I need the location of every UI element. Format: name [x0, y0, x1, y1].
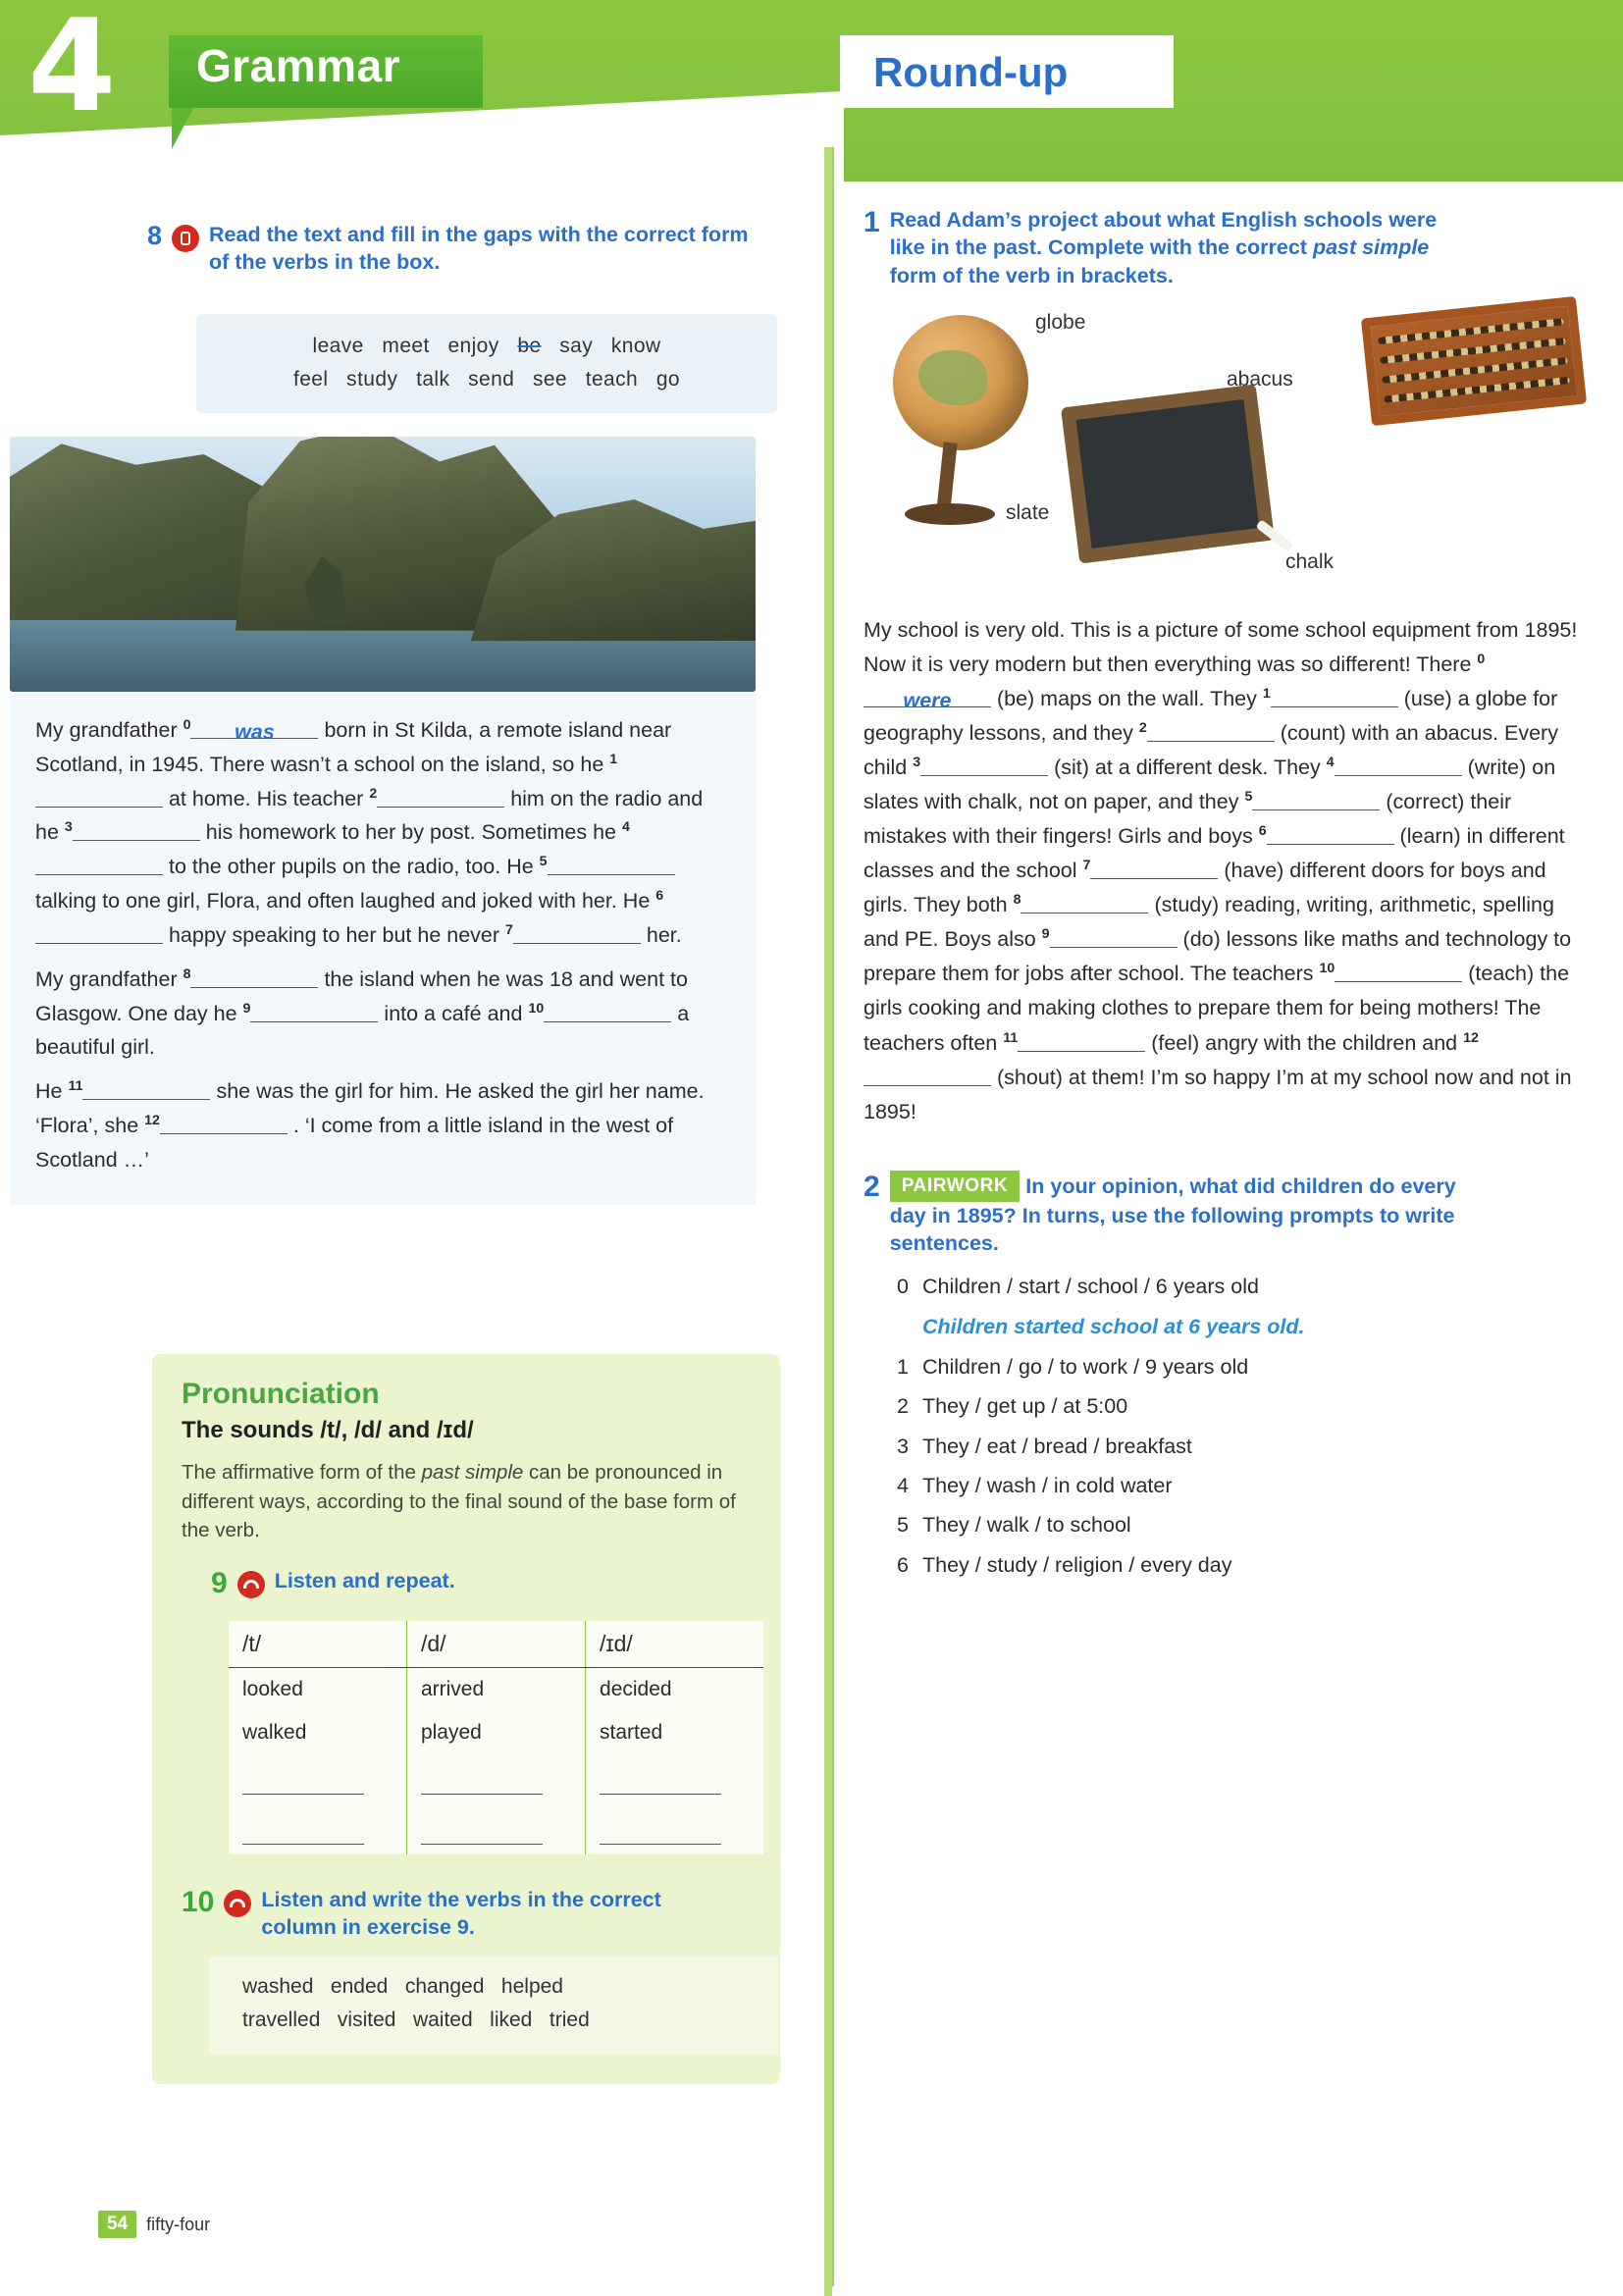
pronunciation-subheading: The sounds /t/, /d/ and /ɪd/: [182, 1417, 474, 1443]
exercise-9-header: [211, 1567, 751, 1601]
write-line[interactable]: [242, 1774, 364, 1795]
prompt-number: 0: [897, 1275, 909, 1299]
school-equipment-image: [864, 307, 1588, 601]
exercise-10-instruction: Listen and write the verbs in the correct column in exercise 9.: [261, 1887, 661, 1940]
cell-looked: looked: [229, 1667, 406, 1711]
gap-number-10: 10: [1319, 961, 1335, 977]
text-seg: into a café and: [378, 1001, 529, 1025]
gap-number-0: 0: [1477, 652, 1486, 667]
write-line[interactable]: [421, 1824, 543, 1845]
label-abacus: abacus: [1227, 368, 1293, 391]
word-helped: helped: [500, 1975, 563, 1999]
table-row-blank: [229, 1804, 763, 1854]
text-seg: (be) maps on the wall. They: [991, 687, 1263, 711]
table-row-blank: [229, 1754, 763, 1804]
gap-number-1: 1: [609, 751, 618, 767]
word-ended: ended: [330, 1975, 389, 1999]
word-feel: feel: [292, 367, 329, 391]
right-column-inner: [834, 206, 1623, 1582]
text-seg: to the other pupils on the radio, too. He: [163, 855, 540, 879]
exercise-2-instruction-text: In your opinion, what did children do every day in 1895? In turns, use the following prompts to write sentences.: [889, 1174, 1456, 1256]
pronunciation-body: [182, 1458, 751, 1545]
gap-6[interactable]: [35, 920, 163, 944]
gap-number-4: 4: [1326, 755, 1335, 771]
label-chalk: chalk: [1285, 550, 1335, 574]
prompt-0-answer: Children started school at 6 years old.: [922, 1314, 1305, 1338]
pron-body-a: The affirmative form of the: [182, 1461, 422, 1484]
gap-1[interactable]: [1271, 685, 1398, 708]
instruction-part-b: form of the verb in brackets.: [889, 263, 1174, 287]
text-seg: (sit) at a different desk. They: [1048, 756, 1327, 780]
exercise-1-header: [864, 206, 1588, 289]
abacus-image: [1361, 296, 1587, 426]
left-column: [0, 186, 824, 2286]
text-seg: (study) reading, writing, arithmetic, spelling and PE. Boys also: [864, 893, 1554, 952]
gap-number-3: 3: [913, 755, 921, 771]
word-tried: tried: [549, 2009, 590, 2031]
word-washed: washed: [242, 1975, 314, 1999]
prompt-number: 3: [897, 1434, 909, 1458]
gap-number-2: 2: [1138, 720, 1147, 737]
prompt-text: They / get up / at 5:00: [922, 1394, 1128, 1419]
gap-number-5: 5: [539, 854, 548, 870]
prompt-text: They / study / religion / every day: [922, 1552, 1232, 1577]
gap-number-11: 11: [1003, 1029, 1019, 1046]
table-row: [229, 1667, 763, 1711]
phonetics-header-row: [229, 1621, 763, 1668]
text-seg: (feel) angry with the children and: [1145, 1030, 1464, 1055]
exercise-2-instruction: [890, 1171, 1479, 1258]
write-line[interactable]: [242, 1824, 364, 1845]
page-footer: [98, 2211, 210, 2238]
gap-number-1: 1: [1262, 686, 1271, 703]
gap-number-0: 0: [183, 716, 191, 733]
cell-walked: walked: [229, 1711, 406, 1754]
exercise-8-header: [147, 221, 775, 277]
gap-5[interactable]: [1252, 788, 1380, 811]
gap-number-9: 9: [242, 1000, 251, 1017]
instruction-part-a: Read Adam’s project about what English schools were like in the past. Complete with the correct: [889, 208, 1438, 260]
exercise-8: [147, 221, 775, 277]
ex10-words-row-1: [242, 1970, 753, 2004]
blank-cell[interactable]: [229, 1754, 406, 1804]
text-seg: she was the girl for him. He asked the girl her name. ‘Flora’, she: [35, 1079, 705, 1138]
page-title: Grammar: [196, 40, 401, 91]
page-number-badge: 54: [98, 2211, 136, 2238]
cell-arrived: arrived: [406, 1667, 585, 1711]
exercise-10-header: [182, 1886, 751, 1942]
prompt-text: They / wash / in cold water: [922, 1473, 1173, 1497]
cell-played: played: [406, 1711, 585, 1754]
gap-number-11: 11: [68, 1078, 83, 1095]
exercise-8-number: 8: [147, 221, 163, 250]
gap-8[interactable]: [1021, 891, 1148, 914]
word-visited: visited: [337, 2009, 396, 2031]
word-leave: leave: [312, 335, 364, 357]
right-column: [832, 147, 1623, 2286]
gap-number-12: 12: [144, 1112, 160, 1128]
gap-number-7: 7: [505, 921, 513, 938]
write-line[interactable]: [600, 1824, 721, 1845]
gap-9[interactable]: [1050, 925, 1178, 949]
text-seg: (use) a globe for geography lessons, and they: [864, 687, 1558, 746]
gap-4[interactable]: [1335, 754, 1462, 777]
text-seg: He: [35, 1079, 69, 1104]
globe-base: [905, 503, 995, 525]
prompt-number: 2: [897, 1394, 909, 1419]
pronunciation-heading: Pronunciation: [182, 1378, 380, 1410]
blank-cell[interactable]: [229, 1804, 406, 1854]
word-teach: teach: [585, 367, 639, 391]
gap-number-10: 10: [528, 1000, 545, 1017]
exercise-8-paragraph-3: [35, 1074, 730, 1176]
gap-1[interactable]: [35, 784, 163, 808]
gap-number-6: 6: [655, 887, 664, 904]
gap-number-4: 4: [621, 819, 630, 836]
text-seg: (have) different doors for boys and girls. They both: [864, 859, 1546, 917]
blank-cell[interactable]: [586, 1804, 763, 1854]
prompt-text: Children / start / school / 6 years old: [922, 1275, 1259, 1299]
text-seg: . ‘I come from a little island in the west of Scotland …’: [35, 1114, 674, 1172]
list-item: [891, 1390, 1588, 1423]
gap-number-2: 2: [369, 785, 378, 802]
exercise-2-header: [864, 1171, 1588, 1258]
text-seg: (learn) in different classes and the school: [864, 824, 1565, 883]
col-header-t: /t/: [229, 1621, 406, 1668]
word-study: study: [346, 367, 398, 391]
blank-cell[interactable]: [406, 1804, 585, 1854]
exercise-1-number: 1: [864, 206, 880, 238]
gap-number-8: 8: [183, 965, 191, 982]
gap-4[interactable]: [35, 853, 163, 876]
write-line[interactable]: [421, 1774, 543, 1795]
gap-3[interactable]: [73, 818, 200, 842]
label-slate: slate: [1006, 501, 1050, 525]
exercise-10-word-box: [209, 1957, 778, 2054]
word-say: say: [559, 335, 594, 357]
word-go: go: [655, 367, 680, 391]
gap-6[interactable]: [1267, 822, 1394, 846]
unit-number: 4: [27, 0, 117, 140]
word-send: send: [468, 367, 515, 391]
exercise-1-instruction: [890, 206, 1469, 289]
list-item: [891, 1271, 1588, 1303]
text-seg: My school is very old. This is a picture of some school equipment from 1895! Now it is very modern but then everything was so different! There: [864, 618, 1578, 677]
gap-9[interactable]: [250, 999, 378, 1022]
gap-8[interactable]: [190, 965, 318, 988]
exercise-10-number: 10: [182, 1885, 215, 1918]
list-item: [891, 1351, 1588, 1383]
word-meet: meet: [382, 335, 430, 357]
prompt-text: They / walk / to school: [922, 1513, 1131, 1538]
prompt-number: 1: [897, 1355, 909, 1380]
label-globe: globe: [1035, 311, 1086, 335]
phonetics-table: [229, 1621, 763, 1854]
blank-cell[interactable]: [586, 1754, 763, 1804]
roundup-title: Round-up: [873, 49, 1069, 95]
text-seg: born in St Kilda, a remote island near Scotland, in 1945. There wasn’t a school on the island, so he: [35, 718, 672, 776]
prompt-number: 5: [897, 1513, 909, 1538]
exercise-8-text: [10, 692, 756, 1205]
gap-0-answer: was: [190, 715, 318, 739]
text-seg: the island when he was 18 and went to Glasgow. One day he: [35, 966, 688, 1025]
gap-number-3: 3: [64, 819, 73, 836]
word-know: know: [610, 335, 661, 357]
exercise-9-instruction: Listen and repeat.: [274, 1569, 455, 1593]
text-seg: at home. His teacher: [163, 786, 370, 810]
gap-12[interactable]: [864, 1063, 991, 1086]
gap-7[interactable]: [1090, 857, 1218, 880]
col-header-d: /d/: [406, 1621, 585, 1668]
text-seg: happy speaking to her but he never: [163, 922, 506, 947]
prompt-text: Children / go / to work / 9 years old: [922, 1355, 1249, 1380]
cell-decided: decided: [600, 1677, 672, 1700]
list-item: [891, 1549, 1588, 1582]
gap-7[interactable]: [513, 920, 641, 944]
ex10-words-row-2: [242, 2004, 753, 2037]
st-kilda-photo: [10, 437, 756, 692]
list-item: [891, 1431, 1588, 1463]
word-changed: changed: [404, 1975, 485, 1999]
gap-number-7: 7: [1082, 858, 1091, 874]
gap-10[interactable]: [544, 999, 671, 1022]
gap-2[interactable]: [377, 784, 504, 808]
text-seg: a beautiful girl.: [35, 1001, 690, 1060]
word-be-struck: be: [517, 335, 542, 357]
text-seg: talking to one girl, Flora, and often laughed and joked with her. He: [35, 889, 656, 913]
exercise-8-word-box: [196, 314, 777, 413]
text-seg: (count) with an abacus. Every child: [864, 721, 1558, 780]
exercise-2-number: 2: [864, 1170, 880, 1203]
globe-image: [893, 315, 1028, 450]
exercise-8-paragraph-1: [35, 713, 730, 953]
pairwork-badge: PAIRWORK: [890, 1171, 1021, 1202]
gap-11[interactable]: [82, 1077, 210, 1101]
exercise-2-prompt-list: [891, 1271, 1588, 1582]
word-see: see: [532, 367, 568, 391]
gap-number-5: 5: [1244, 789, 1253, 806]
text-seg: her.: [640, 922, 682, 947]
headphones-icon[interactable]: [237, 1571, 265, 1598]
word-box-row-1: [222, 330, 752, 363]
text-seg: him on the radio and he: [35, 786, 704, 845]
table-row: [229, 1711, 763, 1754]
gap-0-answer: were: [864, 684, 991, 707]
gap-2[interactable]: [1147, 719, 1275, 743]
exercise-8-paragraph-2: [35, 963, 730, 1065]
page-number-word: fifty-four: [146, 2214, 211, 2234]
word-travelled: travelled: [242, 2009, 321, 2031]
word-enjoy: enjoy: [447, 335, 499, 357]
list-item: [891, 1470, 1588, 1502]
text-seg: (teach) the girls cooking and making clothes to prepare them for being mothers! The teachers often: [864, 962, 1570, 1055]
exercise-8-instruction: Read the text and fill in the gaps with the correct form of the verbs in the box.: [209, 223, 749, 275]
cell-started: started: [600, 1720, 663, 1744]
prompt-number: 4: [897, 1473, 909, 1497]
headphones-icon[interactable]: [224, 1890, 251, 1917]
pron-body-b: can be pronounced in different ways, according to the final sound of the base form of the verb.: [182, 1461, 736, 1542]
pronunciation-panel: [152, 1354, 780, 2084]
text-seg: My grandfather: [35, 718, 183, 742]
word-waited: waited: [412, 2009, 473, 2031]
gap-5[interactable]: [548, 853, 675, 876]
title-tab-pointer: [172, 108, 193, 149]
prompt-number: 6: [897, 1552, 909, 1577]
text-seg: (correct) their mistakes with their fingers! Girls and boys: [864, 790, 1512, 849]
text-seg: (shout) at them! I’m so happy I’m at my school now and not in 1895!: [864, 1065, 1572, 1123]
gap-number-6: 6: [1258, 823, 1267, 840]
gap-number-12: 12: [1463, 1029, 1479, 1046]
slate-image: [1061, 385, 1275, 564]
gap-12[interactable]: [160, 1112, 288, 1135]
gap-number-9: 9: [1041, 926, 1050, 943]
col-header-id: /ɪd/: [586, 1621, 763, 1668]
prompt-text: They / eat / bread / breakfast: [922, 1434, 1192, 1458]
audio-icon[interactable]: [172, 225, 199, 252]
abacus-bar: [1384, 377, 1570, 403]
exercise-9-number: 9: [211, 1567, 228, 1600]
gap-number-8: 8: [1013, 892, 1021, 909]
word-talk: talk: [416, 367, 450, 391]
gap-10[interactable]: [1335, 960, 1462, 983]
write-line[interactable]: [600, 1774, 721, 1795]
word-box-row-2: [222, 363, 752, 396]
text-seg: My grandfather: [35, 966, 183, 991]
pron-body-emphasis: past simple: [421, 1461, 524, 1484]
blank-cell[interactable]: [406, 1754, 585, 1804]
text-seg: (do) lessons like maths and technology to prepare them for jobs after school. The teachers: [864, 927, 1572, 986]
list-item: [891, 1509, 1588, 1541]
gap-3[interactable]: [920, 754, 1048, 777]
word-liked: liked: [490, 2009, 533, 2031]
text-seg: (write) on slates with chalk, not on paper, and they: [864, 756, 1556, 814]
instruction-emphasis: past simple: [1312, 235, 1430, 260]
text-seg: his homework to her by post. Sometimes he: [199, 820, 622, 845]
exercise-1-text: [864, 613, 1588, 1128]
gap-11[interactable]: [1018, 1028, 1145, 1052]
globe-stand: [936, 443, 957, 512]
column-divider: [824, 147, 832, 2296]
